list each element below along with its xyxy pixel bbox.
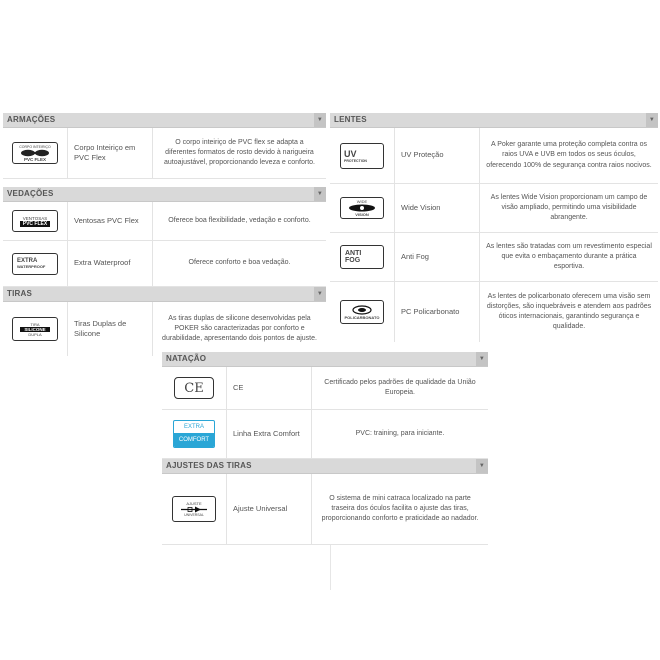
lens-shape	[352, 305, 372, 315]
feature-name: Linha Extra Comfort	[227, 410, 312, 458]
icon-caption: UNIVERSAL	[184, 513, 204, 517]
icon-caption-top: EXTRA	[17, 258, 38, 264]
icon-cell	[3, 241, 68, 286]
icon-cell	[3, 128, 68, 178]
feature-description: As lentes de policarbonato oferecem uma visão sem distorções, são inquebráveis e atendem aos padrões óticos internacionais, garantindo segurança e qualidade.	[486, 292, 652, 331]
anti-fog-icon	[340, 245, 384, 269]
feature-name: UV Proteção	[395, 128, 480, 183]
feature-name: PC Policarbonato	[395, 282, 480, 342]
feature-name: Ventosas PVC Flex	[68, 202, 153, 240]
armacoes-panel	[3, 113, 326, 179]
icon-cell	[330, 233, 395, 281]
chevron-down-icon[interactable]: ▼	[314, 187, 326, 201]
feature-row	[330, 184, 658, 233]
icon-caption-top: EXTRA	[183, 424, 204, 430]
section-title: ARMAÇÕES	[7, 115, 56, 124]
tiras-panel	[3, 287, 326, 356]
ventosas-icon	[12, 210, 58, 232]
icon-caption: FOG	[345, 257, 361, 264]
icon-cell	[330, 282, 395, 342]
icon-cell	[162, 410, 227, 458]
feature-description: O corpo inteiriço de PVC flex se adapta a diferentes formatos de rosto devido à narigueira autoajustável, proporcionando leveza e conforto.	[164, 138, 315, 167]
feature-row	[330, 233, 658, 282]
feature-description: As lentes são tratadas com um revestimento especial que evita o embaçamento durante a prática esportiva.	[486, 242, 652, 271]
section-header-vedacoes[interactable]	[3, 187, 326, 202]
icon-caption: POLICARBONATO	[344, 314, 380, 320]
eye-shape	[347, 204, 377, 212]
uv-protection-icon	[340, 143, 384, 169]
section-title: NATAÇÃO	[166, 354, 207, 363]
chevron-down-icon[interactable]: ▼	[646, 113, 658, 127]
lentes-panel	[330, 113, 658, 342]
silicone-strap-icon	[12, 317, 58, 341]
icon-caption: PVC FLEX	[23, 156, 46, 162]
feature-description: Certificado pelos padrões de qualidade da União Europeia.	[324, 378, 476, 396]
feature-row	[330, 282, 658, 342]
feature-description: As lentes Wide Vision proporcionam um campo de visão ampliado, permitindo uma visibilidade abrangente.	[490, 193, 648, 222]
feature-description: Oferece conforto e boa vedação.	[188, 259, 291, 267]
feature-row	[3, 128, 326, 179]
feature-name: Wide Vision	[395, 184, 480, 232]
feature-description: PVC: training, para iniciante.	[355, 429, 445, 437]
feature-name: Corpo Inteiriço em PVC Flex	[68, 128, 153, 178]
natacao-panel	[162, 352, 488, 459]
ce-mark-icon	[174, 377, 214, 399]
chevron-down-icon[interactable]: ▼	[314, 287, 326, 301]
icon-caption-top: ANTI	[345, 250, 362, 257]
icon-caption: VISION	[355, 212, 369, 217]
section-header-lentes[interactable]	[330, 113, 658, 128]
icon-cell	[330, 128, 395, 183]
feature-row	[3, 202, 326, 241]
icon-caption: CE	[184, 380, 204, 396]
ajustes-panel	[162, 459, 488, 545]
feature-name: Ajuste Universal	[227, 474, 312, 544]
feature-row	[162, 367, 488, 410]
feature-description: Oferece boa flexibilidade, vedação e conforto.	[168, 216, 311, 224]
section-header-natacao[interactable]	[162, 352, 488, 367]
feature-name: CE	[227, 367, 312, 409]
section-title: LENTES	[334, 115, 367, 124]
feature-description: O sistema de mini catraca localizado na parte traseira dos óculos facilita o ajuste das tiras, proporcionando conforto e praticidade ao nadador.	[321, 494, 479, 523]
policarbonato-icon	[340, 300, 384, 324]
icon-caption: PVC FLEX	[20, 221, 50, 227]
feature-row	[162, 474, 488, 545]
chevron-down-icon[interactable]: ▼	[476, 352, 488, 366]
ratchet-shape	[179, 506, 209, 513]
section-header-tiras[interactable]	[3, 287, 326, 302]
feature-name: Anti Fog	[395, 233, 480, 281]
section-title: VEDAÇÕES	[7, 189, 54, 198]
goggles-shape	[20, 149, 50, 157]
icon-caption: COMFORT	[174, 433, 214, 447]
divider-line	[330, 545, 331, 590]
icon-cell	[3, 302, 68, 356]
feature-row	[162, 410, 488, 459]
icon-caption-mid: SILICONE	[20, 327, 49, 332]
section-title: AJUSTES DAS TIRAS	[166, 461, 252, 470]
icon-caption-top: TIRA	[30, 321, 40, 327]
icon-cell	[162, 474, 227, 544]
icon-cell	[3, 202, 68, 240]
icon-caption-top: CORPO INTEIRIÇO	[19, 144, 51, 149]
ratchet-adjust-icon	[172, 496, 216, 522]
feature-name: Tiras Duplas de Silicone	[68, 302, 153, 356]
feature-name: Extra Waterproof	[68, 241, 153, 286]
icon-caption-top: UV	[344, 148, 357, 159]
icon-cell	[330, 184, 395, 232]
icon-caption-top: WIDE	[356, 199, 368, 204]
feature-row	[3, 241, 326, 287]
icon-caption: PROTECTION	[344, 158, 367, 163]
section-header-ajustes[interactable]	[162, 459, 488, 474]
wide-vision-icon	[340, 197, 384, 219]
chevron-down-icon[interactable]: ▼	[476, 459, 488, 473]
chevron-down-icon[interactable]: ▼	[314, 113, 326, 127]
section-header-armacoes[interactable]	[3, 113, 326, 128]
icon-caption-top: AJUSTE	[186, 501, 202, 506]
icon-caption-top: VENTOSAS	[22, 215, 48, 221]
feature-row	[3, 302, 326, 356]
feature-description: As tiras duplas de silicone desenvolvidas pela POKER são caracterizadas por conforto e durabilidade, apresentando dois pontos de ajuste.	[162, 314, 317, 343]
vedacoes-panel	[3, 187, 326, 287]
feature-row	[330, 128, 658, 184]
icon-caption: WATERPROOF	[17, 264, 46, 269]
icon-cell	[162, 367, 227, 409]
section-title: TIRAS	[7, 289, 32, 298]
icon-caption: DUPLA	[28, 331, 42, 337]
feature-description: A Poker garante uma proteção completa contra os raios UVA e UVB em todos os seus óculos, oferecendo 100% de segurança contra raios nocivos.	[486, 141, 652, 169]
pvc-flex-frame-icon	[12, 142, 58, 164]
extra-waterproof-icon	[12, 253, 58, 275]
extra-comfort-icon	[173, 420, 215, 448]
